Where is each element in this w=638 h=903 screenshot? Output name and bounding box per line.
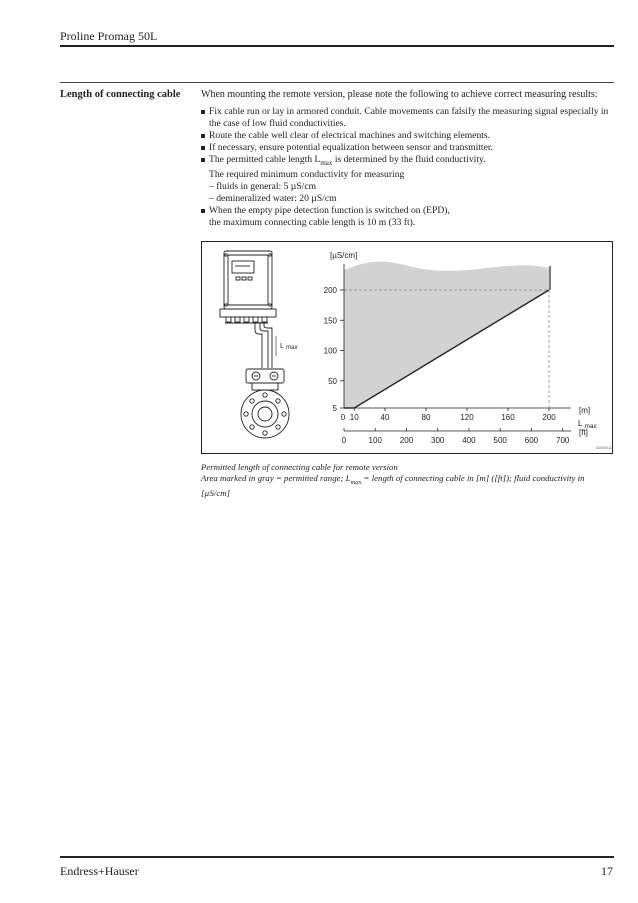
figure-box [201,241,613,454]
x-tick-label-ft: 600 [524,436,539,445]
sub-list-item: – fluids in general: 5 µS/cm [209,180,317,192]
bullet-square-icon [201,110,205,114]
section-rule [60,82,614,83]
bullet-list [201,106,615,229]
y-ticks [324,286,344,413]
x-tick-label-m: 120 [460,413,474,422]
x-tick-label-ft: 300 [431,436,445,445]
x-tick-label-m: 40 [380,413,390,422]
header-rule [60,45,614,47]
x-tick-label-ft: 0 [341,436,347,445]
x-tick-label-m: 160 [501,413,515,422]
y-axis-label: [µS/cm] [330,251,358,260]
footer-rule [60,856,614,858]
x-tick-label-ft: 400 [462,436,476,445]
x-tick-label-m: 0 [340,413,346,422]
lmax-label: L max [280,341,298,351]
section-title: Length of connecting cable [60,89,181,100]
x-tick-label-ft: 700 [556,436,570,445]
sub-list-item: – demineralized water: 20 µS/cm [209,192,337,204]
x-axis-label-ft: [ft] [579,428,588,437]
x-ticks-ft [342,428,570,445]
chart [324,251,598,445]
y-tick-label: 100 [323,346,337,356]
list-item: Fix cable run or lay in armored conduit. Cable movements can falsify the measuring signal especially in the case of low fluid conductivities. [201,106,615,130]
bullet-square-icon [201,209,205,213]
page-header-title: Proline Promag 50L [60,29,158,43]
list-item: The permitted cable length $L_{max}$ is determined by the fluid conductivity. The required minimum conductivity for measuring – fluids in general: 5 µS/cm – demineralized water: 20 µS/cm [201,154,615,205]
x-tick-label-ft: 200 [399,436,414,445]
x-tick-label-m: 10 [349,413,359,422]
remote-version-device-illustration [220,251,289,438]
section-intro: When mounting the remote version, please note the following to achieve correct measuring results: [201,89,598,100]
caption-line-1: Permitted length of connecting cable for remote version [201,462,398,472]
bullet-square-icon [201,146,205,150]
x-tick-label-ft: 500 [493,436,507,445]
figure-caption [201,462,615,499]
caption-line-2: Area marked in gray = permitted range; $L_{max}$ = length of connecting cable in [m] ([ft]); fluid conductivity in [µS/cm] [201,473,585,498]
x-tick-label-m: 200 [542,413,556,422]
figure-svg [202,242,612,453]
list-item: When the empty pipe detection function is switched on (EPD), the maximum connecting cable length is 10 m (33 ft). [201,205,615,229]
bullet-square-icon [201,134,205,138]
bullet-square-icon [201,158,205,162]
x-axis-name: L $_{max}$ [578,419,597,430]
footer-brand: Endress+Hauser [60,864,139,878]
page-number: 17 [601,864,613,878]
y-tick-label: 150 [323,316,337,326]
list-item: Route the cable well clear of electrical machines and switching elements. [201,130,615,142]
y-tick-label: 50 [328,376,337,386]
list-item: If necessary, ensure potential equalization between sensor and transmitter. [201,142,615,154]
x-tick-label-m: 80 [421,413,431,422]
figure-code: A0000011 [596,446,612,450]
y-tick-label: 200 [323,286,337,295]
permitted-range-area [344,262,549,408]
x-axis-label-m: [m] [579,406,591,415]
y-tick-label: 5 [332,404,337,413]
x-tick-label-ft: 100 [368,436,382,445]
